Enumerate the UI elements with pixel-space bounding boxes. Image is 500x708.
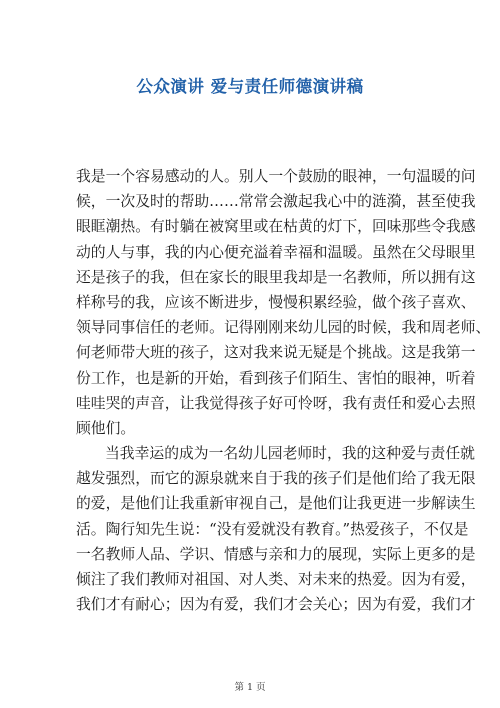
text-line: 一名教师人品、学识、情感与亲和力的展现，实际上更多的是 [76, 545, 476, 563]
text-line: 顾他们。 [76, 419, 136, 437]
text-line: 倾注了我们教师对祖国、对人类、对未来的热爱。因为有爱， [76, 571, 476, 588]
text-line: 当我幸运的成为一名幼儿园老师时，我的这种爱与责任就 [105, 445, 475, 463]
text-line: 活。陶行知先生说：“没有爱就没有教育。”热爱孩子，不仅是 [76, 520, 469, 538]
text-line: 我是一个容易感动的人。别人一个鼓励的眼神，一句温暖的问 [76, 168, 476, 185]
text-line: 动的人与事，我的内心便充溢着幸福和温暖。虽然在父母眼里 [76, 243, 476, 261]
text-line: 我们才有耐心；因为有爱，我们才会关心；因为有爱，我们才 [76, 596, 476, 614]
document-title: 公众演讲 爱与责任师德演讲稿 [136, 77, 364, 96]
text-line: 的爱，是他们让我重新审视自己，是他们让我更进一步解读生 [76, 495, 476, 513]
text-line: 何老师带大班的孩子，这对我来说无疑是个挑战。这是我第一 [76, 344, 476, 362]
text-line: 还是孩子的我，但在家长的眼里我却是一名教师，所以拥有这 [76, 268, 476, 286]
text-line: 眼眶潮热。有时躺在被窝里或在枯黄的灯下，回味那些令我感 [76, 218, 476, 236]
document-body [76, 164, 491, 617]
page-number: 第 1 页 [234, 682, 266, 693]
text-line: 越发强烈，而它的源泉就来自于我的孩子们是他们给了我无限 [76, 470, 476, 488]
text-line: 领导同事信任的老师。记得刚刚来幼儿园的时候，我和周老师、 [76, 319, 491, 337]
text-line: 样称号的我，应该不断进步，慢慢积累经验，做个孩子喜欢、 [76, 293, 476, 311]
text-line: 哇哇哭的声音，让我觉得孩子好可怜呀，我有责任和爱心去照 [76, 394, 476, 412]
text-line: 份工作，也是新的开始，看到孩子们陌生、害怕的眼神，听着 [76, 369, 476, 387]
text-line: 候，一次及时的帮助……常常会激起我心中的涟漪，甚至使我 [76, 193, 476, 211]
